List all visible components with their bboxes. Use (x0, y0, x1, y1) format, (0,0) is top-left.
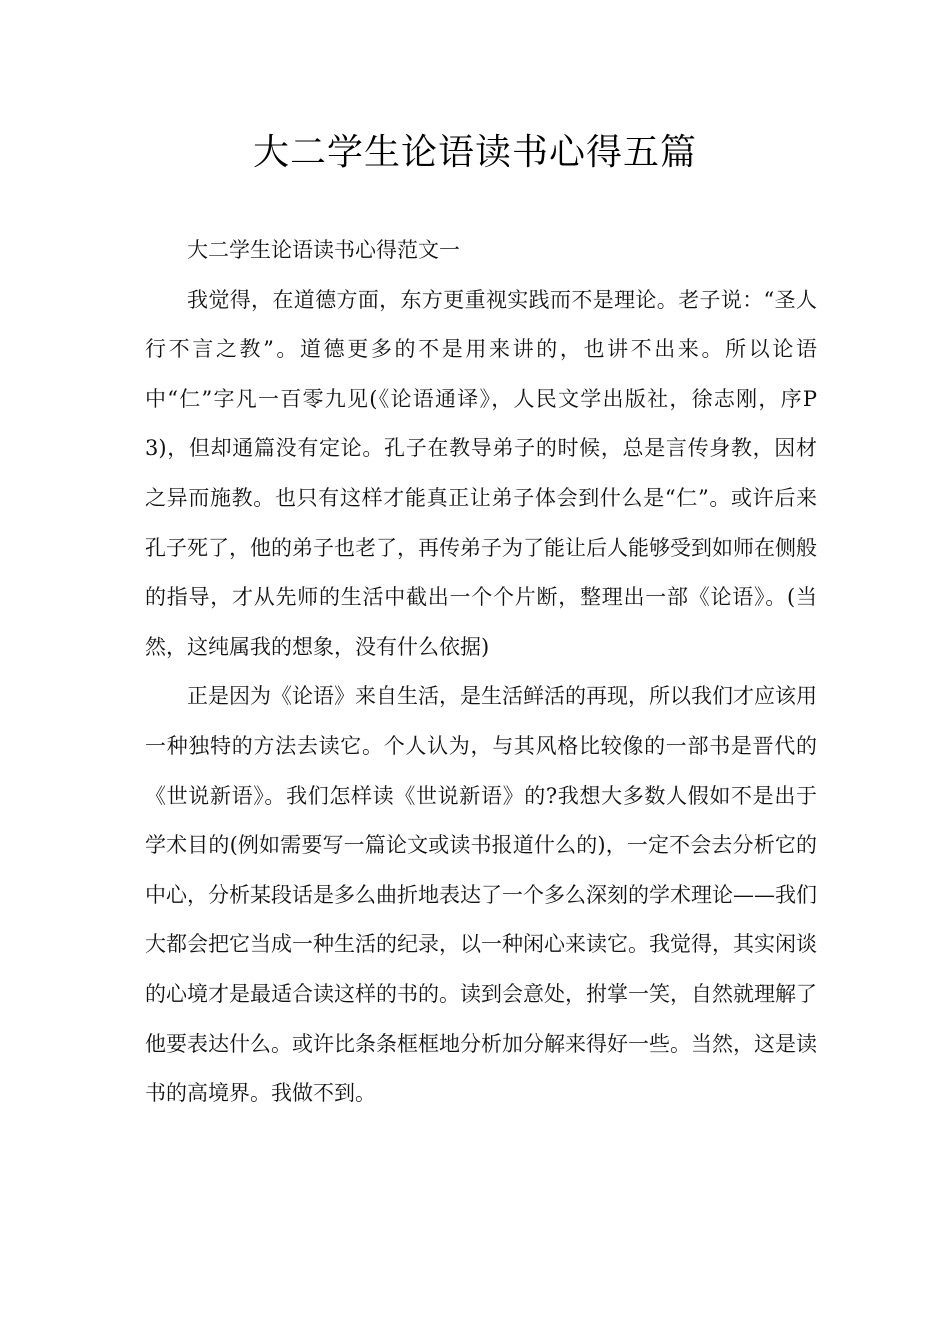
section-heading: 大二学生论语读书心得范文一 (187, 238, 460, 262)
paragraph-2: 正是因为《论语》来自生活，是生活鲜活的再现，所以我们才应该用一种独特的方法去读它。个人认为，与其风格比较像的一部书是晋代的《世说新语》。我们怎样读《世说新语》的?我想大多数人假如不是出于学术目的(例如需要写一篇论文或读书报道什么的)，一定不会去分析它的中心，分析某段话是多么曲折地表达了一个多么深刻的学术理论——我们大都会把它当成一种生活的纪录，以一种闲心来读它。我觉得，其实闲谈的心境才是最适合读这样的书的。读到会意处，拊掌一笑，自然就理解了他要表达什么。或许比条条框框地分析加分解来得好一些。当然，这是读书的高境界。我做不到。 (145, 684, 817, 1106)
document-title: 大二学生论语读书心得五篇 (252, 132, 697, 173)
document-body (145, 226, 817, 1119)
paragraph-1: 我觉得，在道德方面，东方更重视实践而不是理论。老子说：“圣人行不言之教”。道德更多的不是用来讲的，也讲不出来。所以论语中“仁”字凡一百零九见(《论语通译》，人民文学出版社，徐志刚，序P3)，但却通篇没有定论。孔子在教导弟子的时候，总是言传身教，因材之异而施教。也只有这样才能真正让弟子体会到什么是“仁”。或许后来孔子死了，他的弟子也老了，再传弟子为了能让后人能够受到如师在侧般的指导，才从先师的生活中截出一个个片断，整理出一部《论语》。(当然，这纯属我的想象，没有什么依据) (145, 287, 817, 659)
